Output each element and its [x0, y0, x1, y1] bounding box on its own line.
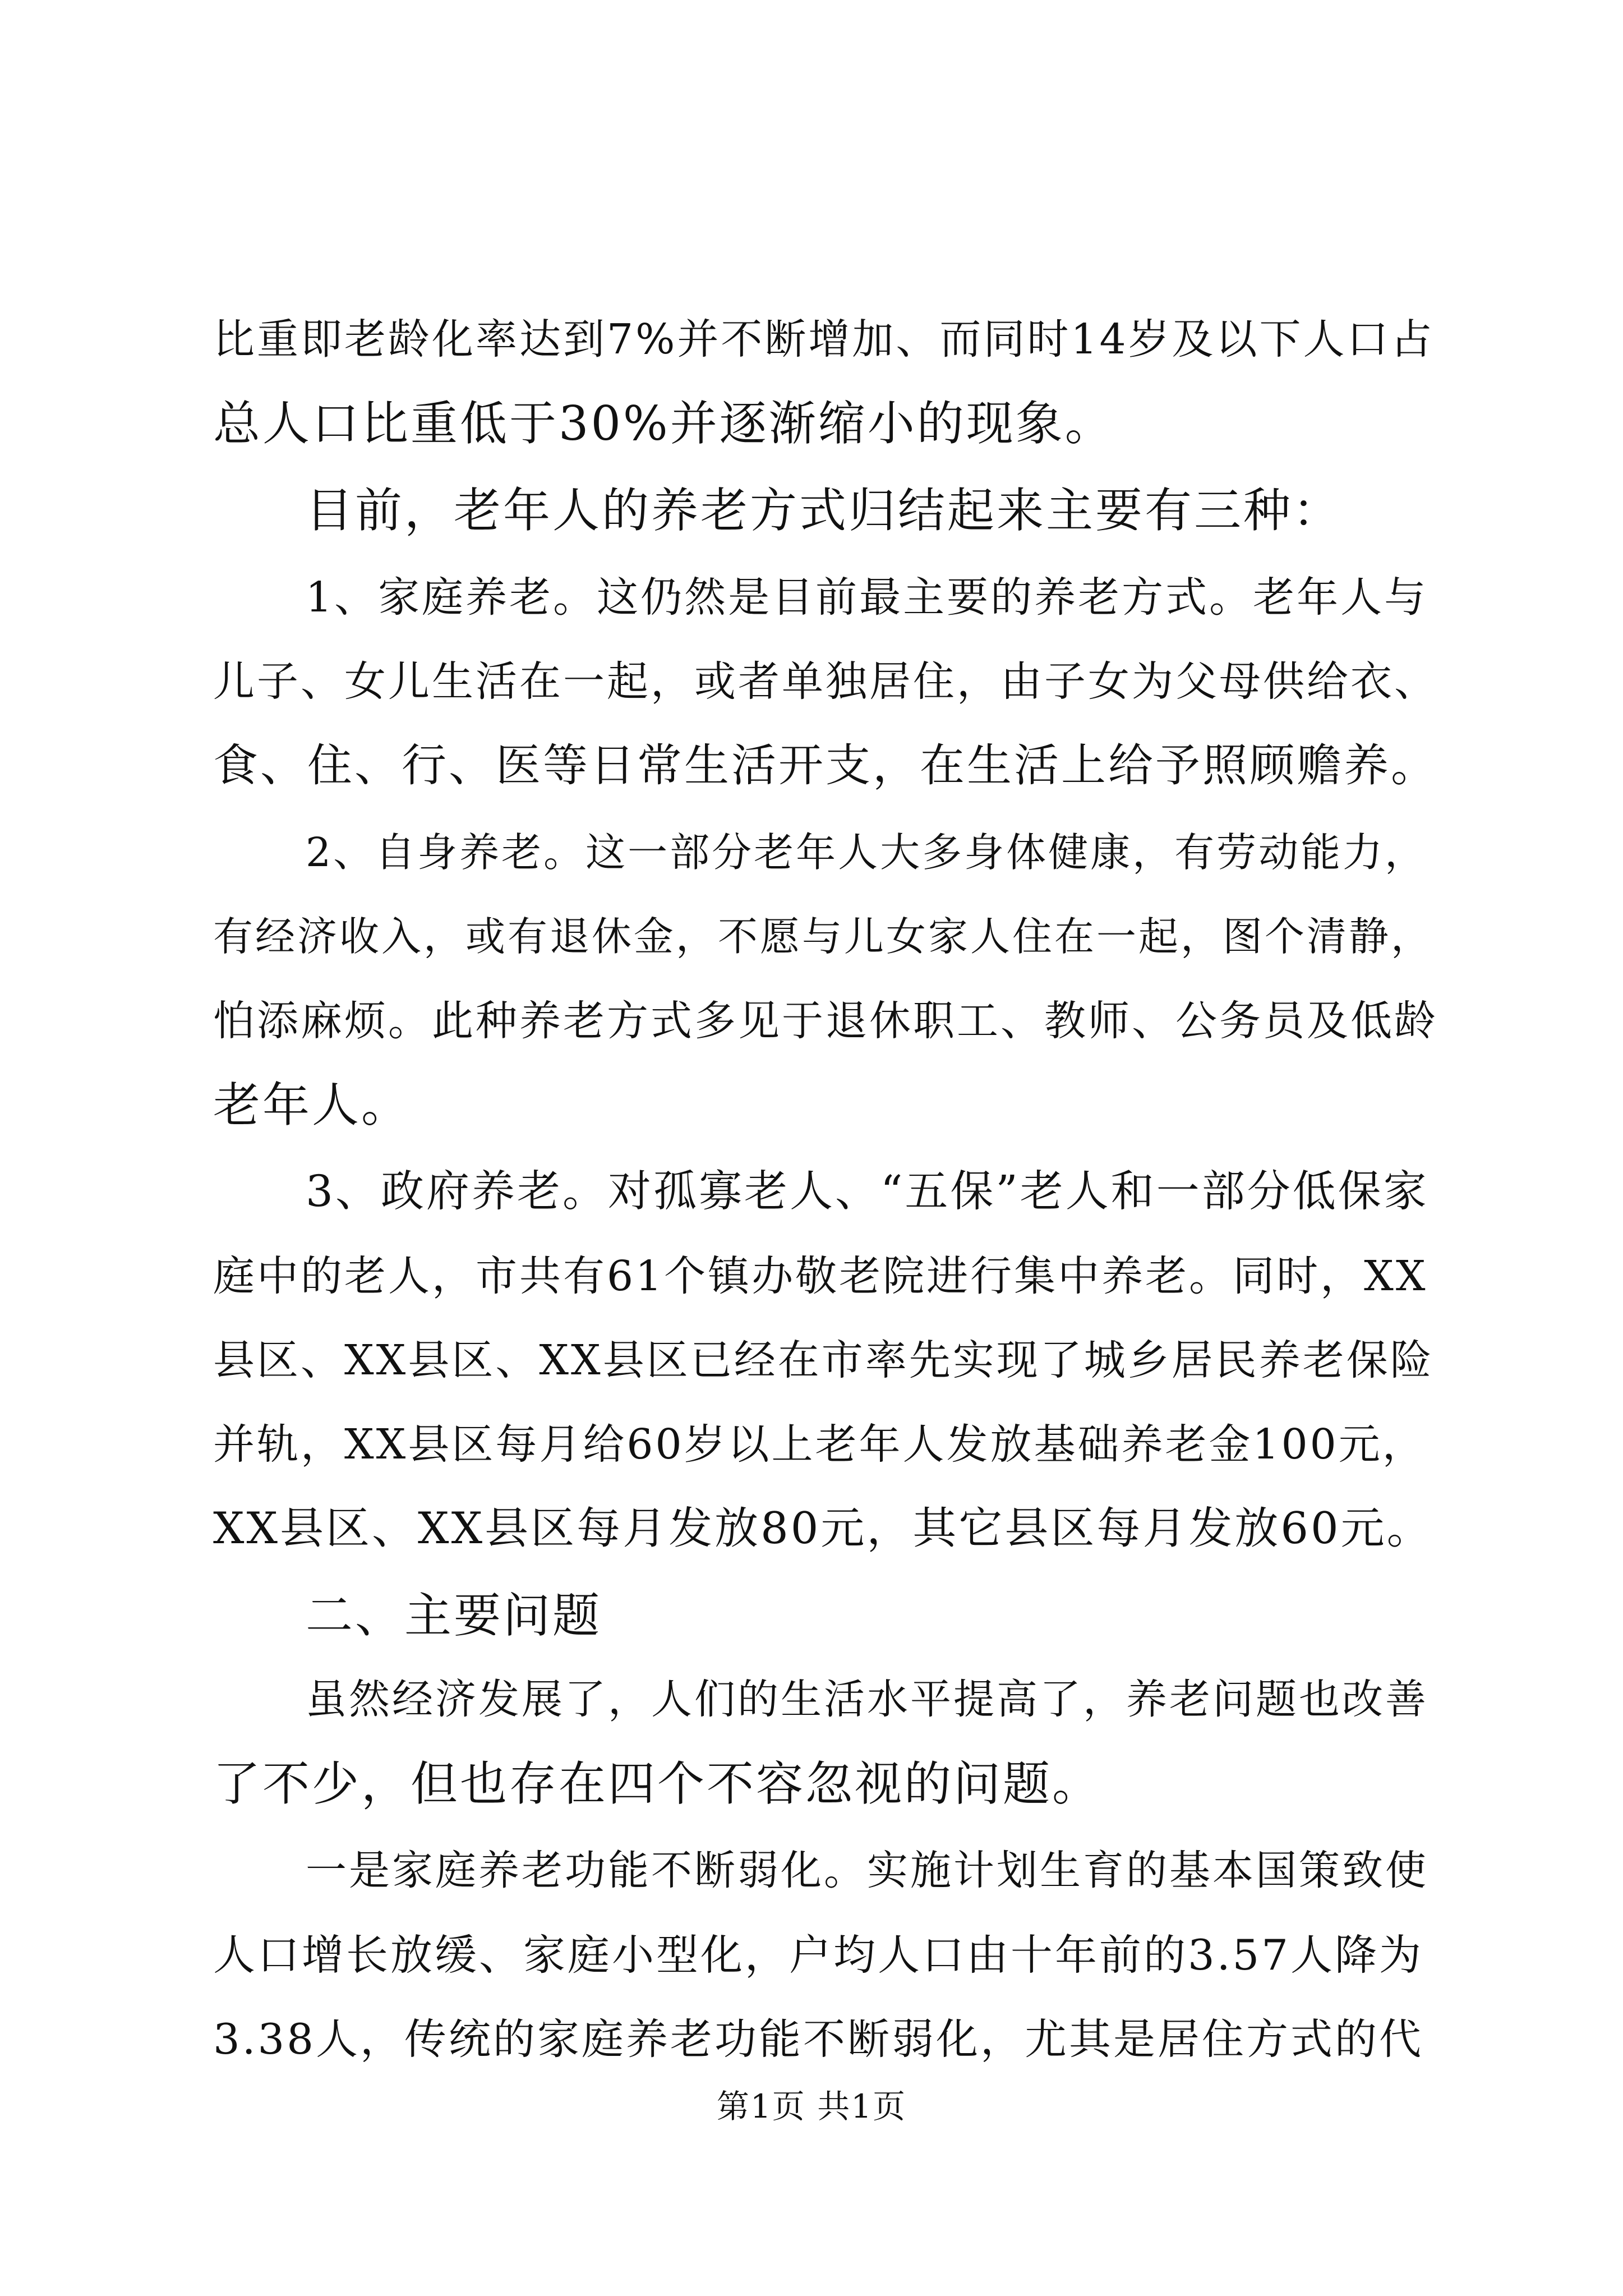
text-line: 1、家庭养老。这仍然是目前最主要的养老方式。老年人与 [306, 573, 1428, 622]
text-line: 儿子、女儿生活在一起，或者单独居住，由子女为父母供给衣、 [213, 657, 1438, 706]
page-number-footer: 第1页 共1页 [716, 2087, 907, 2125]
text-line: 怕添麻烦。此种养老方式多见于退休职工、教师、公务员及低龄 [213, 997, 1438, 1045]
text-line: 一是家庭养老功能不断弱化。实施计划生育的基本国策致使 [306, 1847, 1428, 1894]
text-line: 老年人。 [213, 1078, 411, 1133]
text-line: 虽然经济发展了，人们的生活水平提高了，养老问题也改善 [306, 1676, 1428, 1723]
text-line: 了不少，但也存在四个不容忽视的问题。 [213, 1756, 1102, 1811]
section-heading: 二、主要问题 [306, 1588, 602, 1643]
text-line: 3.38人，传统的家庭养老功能不断弱化，尤其是居住方式的代 [213, 2014, 1423, 2064]
text-line: 3、政府养老。对孤寡老人、“五保”老人和一部分低保家 [306, 1167, 1429, 1217]
text-line: 食、住、行、医等日常生活开支，在生活上给予照顾赡养。 [213, 739, 1438, 792]
text-line: 比重即老龄化率达到7%并不断增加、而同时14岁及以下人口占 [213, 315, 1435, 364]
text-line: 县区、XX县区、XX县区已经在市率先实现了城乡居民养老保险 [213, 1336, 1434, 1384]
text-line: 庭中的老人，市共有61个镇办敬老院进行集中养老。同时，XX [213, 1252, 1428, 1300]
text-line: 人口增长放缓、家庭小型化，户均人口由十年前的3.57人降为 [213, 1930, 1423, 1980]
text-line: 并轨，XX县区每月给60岁以上老年人发放基础养老金100元， [213, 1420, 1426, 1469]
text-line: XX县区、XX县区每月发放80元，其它县区每月发放60元。 [213, 1503, 1433, 1554]
text-line: 总人口比重低于30%并逐渐缩小的现象。 [213, 396, 1114, 451]
text-line: 有经济收入，或有退休金，不愿与儿女家人住在一起，图个清静， [213, 913, 1433, 960]
text-line: 2、自身养老。这一部分老年人大多身体健康，有劳动能力， [306, 829, 1427, 876]
text-line: 目前，老年人的养老方式归结起来主要有三种： [306, 483, 1343, 538]
